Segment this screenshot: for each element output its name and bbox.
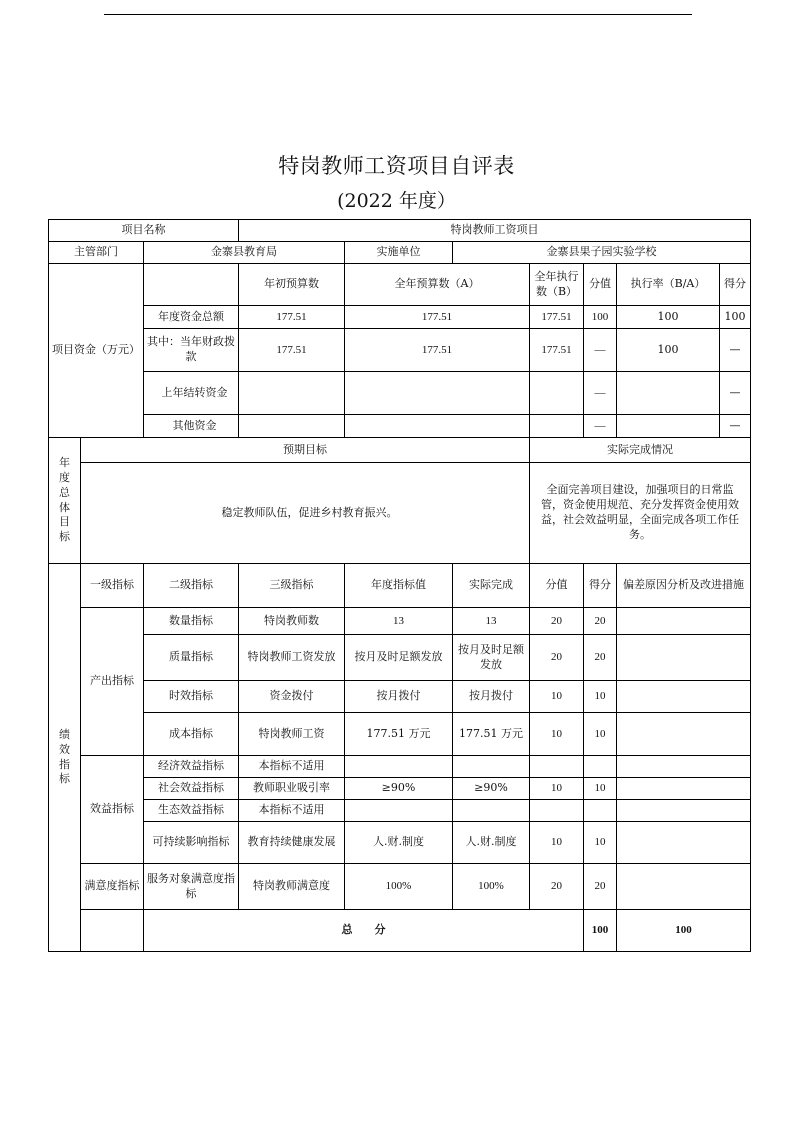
- perf-label: 绩效指标: [49, 564, 81, 952]
- page-title: 特岗教师工资项目自评表: [278, 154, 515, 178]
- perf-target: 人.财.制度: [345, 822, 453, 864]
- fund-exec: 177.51: [530, 306, 584, 329]
- perf-score: 10: [584, 713, 617, 756]
- perf-actual: [453, 756, 530, 778]
- perf-score-value: 20: [530, 608, 584, 635]
- funds-row: [49, 306, 751, 329]
- col-level1: 一级指标: [81, 564, 144, 608]
- fund-rate-score: [617, 415, 751, 438]
- expected-label: 预期目标: [81, 438, 530, 463]
- perf-l3: 特岗教师满意度: [239, 864, 345, 910]
- fund-rate-score: [617, 372, 751, 415]
- fund-rate-score: [617, 329, 751, 372]
- perf-l2: 社会效益指标: [144, 778, 239, 800]
- project-name-value: 特岗教师工资项目: [239, 220, 751, 242]
- project-name-label: 项目名称: [49, 220, 239, 242]
- goals-header-row: [49, 438, 751, 463]
- satisfaction-label: 满意度指标: [81, 864, 144, 910]
- perf-l2: 生态效益指标: [144, 800, 239, 822]
- perf-l3: 特岗教师工资发放: [239, 635, 345, 681]
- perf-score: 10: [584, 822, 617, 864]
- perf-analysis: [617, 864, 751, 910]
- goals-label: 年度总体目标: [49, 438, 81, 564]
- funds-row: [49, 372, 751, 415]
- project-name-row: [49, 220, 751, 242]
- perf-analysis: [617, 681, 751, 713]
- perf-analysis: [617, 608, 751, 635]
- fund-name: 上年结转资金: [144, 372, 239, 415]
- perf-score: [584, 756, 617, 778]
- perf-score: 10: [584, 681, 617, 713]
- col-level3: 三级指标: [239, 564, 345, 608]
- fund-rate: [617, 415, 720, 437]
- department-row: [49, 242, 751, 264]
- perf-score-value: 20: [530, 635, 584, 681]
- col-perf-score-value: 分值: [530, 564, 584, 608]
- rate-score-header: [617, 264, 751, 306]
- fund-name: 其中：当年财政拨款: [144, 329, 239, 372]
- fund-score-value: 100: [584, 306, 617, 329]
- col-initial: 年初预算数: [239, 264, 345, 306]
- fund-score-value: —: [584, 329, 617, 372]
- perf-target: [345, 800, 453, 822]
- fund-score-value: —: [584, 372, 617, 415]
- perf-l2: 质量指标: [144, 635, 239, 681]
- perf-actual: ≥90%: [453, 778, 530, 800]
- fund-name: 年度资金总额: [144, 306, 239, 329]
- col-target: 年度指标值: [345, 564, 453, 608]
- perf-target: [345, 756, 453, 778]
- fund-score: —: [729, 385, 741, 399]
- perf-l3: 教育持续健康发展: [239, 822, 345, 864]
- perf-row: [49, 635, 751, 681]
- fund-annual: [345, 372, 530, 415]
- perf-l2: 成本指标: [144, 713, 239, 756]
- perf-analysis: [617, 635, 751, 681]
- perf-l3: 本指标不适用: [239, 800, 345, 822]
- perf-score-value: 10: [530, 713, 584, 756]
- perf-score: 20: [584, 864, 617, 910]
- col-analysis: 偏差原因分析及改进措施: [617, 564, 751, 608]
- perf-analysis: [617, 822, 751, 864]
- perf-analysis: [617, 756, 751, 778]
- funds-row: [49, 415, 751, 438]
- col-annual: 全年预算数（A）: [345, 264, 530, 306]
- fund-initial: [239, 415, 345, 438]
- expected-goal: 稳定教师队伍，促进乡村教育振兴。: [81, 463, 530, 564]
- col-actual: 实际完成: [453, 564, 530, 608]
- fund-rate-score: [617, 306, 751, 329]
- perf-row: [49, 864, 751, 910]
- perf-l2: 可持续影响指标: [144, 822, 239, 864]
- perf-row: [49, 778, 751, 800]
- perf-l2: 经济效益指标: [144, 756, 239, 778]
- fund-rate: 100: [617, 329, 720, 371]
- total-label: 总 分: [144, 910, 584, 952]
- fund-exec: [530, 415, 584, 438]
- dept-label: 主管部门: [49, 242, 144, 264]
- funds-row: [49, 329, 751, 372]
- fund-score: 100: [724, 309, 746, 323]
- perf-l3: 资金拨付: [239, 681, 345, 713]
- perf-row: [49, 608, 751, 635]
- perf-target: 按月及时足额发放: [345, 635, 453, 681]
- fund-annual: 177.51: [345, 306, 530, 329]
- fund-initial: 177.51: [239, 306, 345, 329]
- funds-header-row: [49, 264, 751, 306]
- perf-score-value: 10: [530, 822, 584, 864]
- fund-rate: [617, 372, 720, 414]
- perf-l3: 特岗教师工资: [239, 713, 345, 756]
- perf-analysis: [617, 713, 751, 756]
- perf-score-value: [530, 800, 584, 822]
- evaluation-table: [48, 219, 751, 952]
- perf-row: [49, 822, 751, 864]
- header-rule: [104, 14, 692, 15]
- perf-l3: 本指标不适用: [239, 756, 345, 778]
- perf-actual: 按月及时足额发放: [453, 635, 530, 681]
- fund-score: —: [729, 418, 741, 432]
- fund-name: 其他资金: [144, 415, 239, 438]
- col-exec: 全年执行数（B）: [530, 264, 584, 306]
- perf-score-value: 10: [530, 778, 584, 800]
- total-score: 100: [617, 910, 751, 952]
- perf-l2: 数量指标: [144, 608, 239, 635]
- col-level2: 二级指标: [144, 564, 239, 608]
- perf-actual: 100%: [453, 864, 530, 910]
- perf-actual: 人.财.制度: [453, 822, 530, 864]
- perf-l3: 特岗教师数: [239, 608, 345, 635]
- actual-result: 全面完善项目建设，加强项目的日常监管，资金使用规范、充分发挥资金使用效益，社会效益明显，全面完成各项工作任务。: [530, 463, 751, 564]
- impl-label: 实施单位: [345, 242, 453, 264]
- perf-score: 10: [584, 778, 617, 800]
- perf-score-value: [530, 756, 584, 778]
- col-perf-score: 得分: [584, 564, 617, 608]
- perf-score: 20: [584, 608, 617, 635]
- perf-score-value: 10: [530, 681, 584, 713]
- perf-score-value: 20: [530, 864, 584, 910]
- perf-target: 按月拨付: [345, 681, 453, 713]
- fund-exec: [530, 372, 584, 415]
- perf-target: 100%: [345, 864, 453, 910]
- perf-header-row: [49, 564, 751, 608]
- benefit-label: 效益指标: [81, 756, 144, 864]
- perf-row: [49, 713, 751, 756]
- perf-row: [49, 800, 751, 822]
- output-label: 产出指标: [81, 608, 144, 756]
- perf-actual: 13: [453, 608, 530, 635]
- fund-annual: 177.51: [345, 329, 530, 372]
- dept-value: 金寨县教育局: [144, 242, 345, 264]
- total-blank: [81, 910, 144, 952]
- perf-score: 20: [584, 635, 617, 681]
- total-row: [49, 910, 751, 952]
- col-score: 得分: [724, 277, 747, 291]
- perf-actual: [453, 800, 530, 822]
- perf-actual: 按月拨付: [453, 681, 530, 713]
- perf-l3: 教师职业吸引率: [239, 778, 345, 800]
- perf-actual: 177.51 万元: [453, 713, 530, 756]
- perf-analysis: [617, 800, 751, 822]
- fund-initial: 177.51: [239, 329, 345, 372]
- goals-content-row: [49, 463, 751, 564]
- fund-rate: 100: [617, 306, 720, 328]
- perf-score: [584, 800, 617, 822]
- actual-label: 实际完成情况: [530, 438, 751, 463]
- fund-exec: 177.51: [530, 329, 584, 372]
- fund-annual: [345, 415, 530, 438]
- fund-score-value: —: [584, 415, 617, 438]
- col-exec-rate: 执行率（B/A）: [617, 264, 720, 305]
- perf-target: 13: [345, 608, 453, 635]
- page-subtitle: (2022 年度）: [337, 190, 456, 212]
- col-score-value: 分值: [584, 264, 617, 306]
- funds-label: 项目资金（万元）: [49, 264, 144, 438]
- funds-blank: [144, 264, 239, 306]
- perf-row: [49, 681, 751, 713]
- perf-l2: 时效指标: [144, 681, 239, 713]
- perf-target: ≥90%: [345, 778, 453, 800]
- fund-initial: [239, 372, 345, 415]
- total-score-value: 100: [584, 910, 617, 952]
- perf-row: [49, 756, 751, 778]
- perf-target: 177.51 万元: [345, 713, 453, 756]
- fund-score: —: [729, 342, 741, 356]
- perf-l2: 服务对象满意度指标: [144, 864, 239, 910]
- impl-value: 金寨县果子园实验学校: [453, 242, 751, 264]
- perf-analysis: [617, 778, 751, 800]
